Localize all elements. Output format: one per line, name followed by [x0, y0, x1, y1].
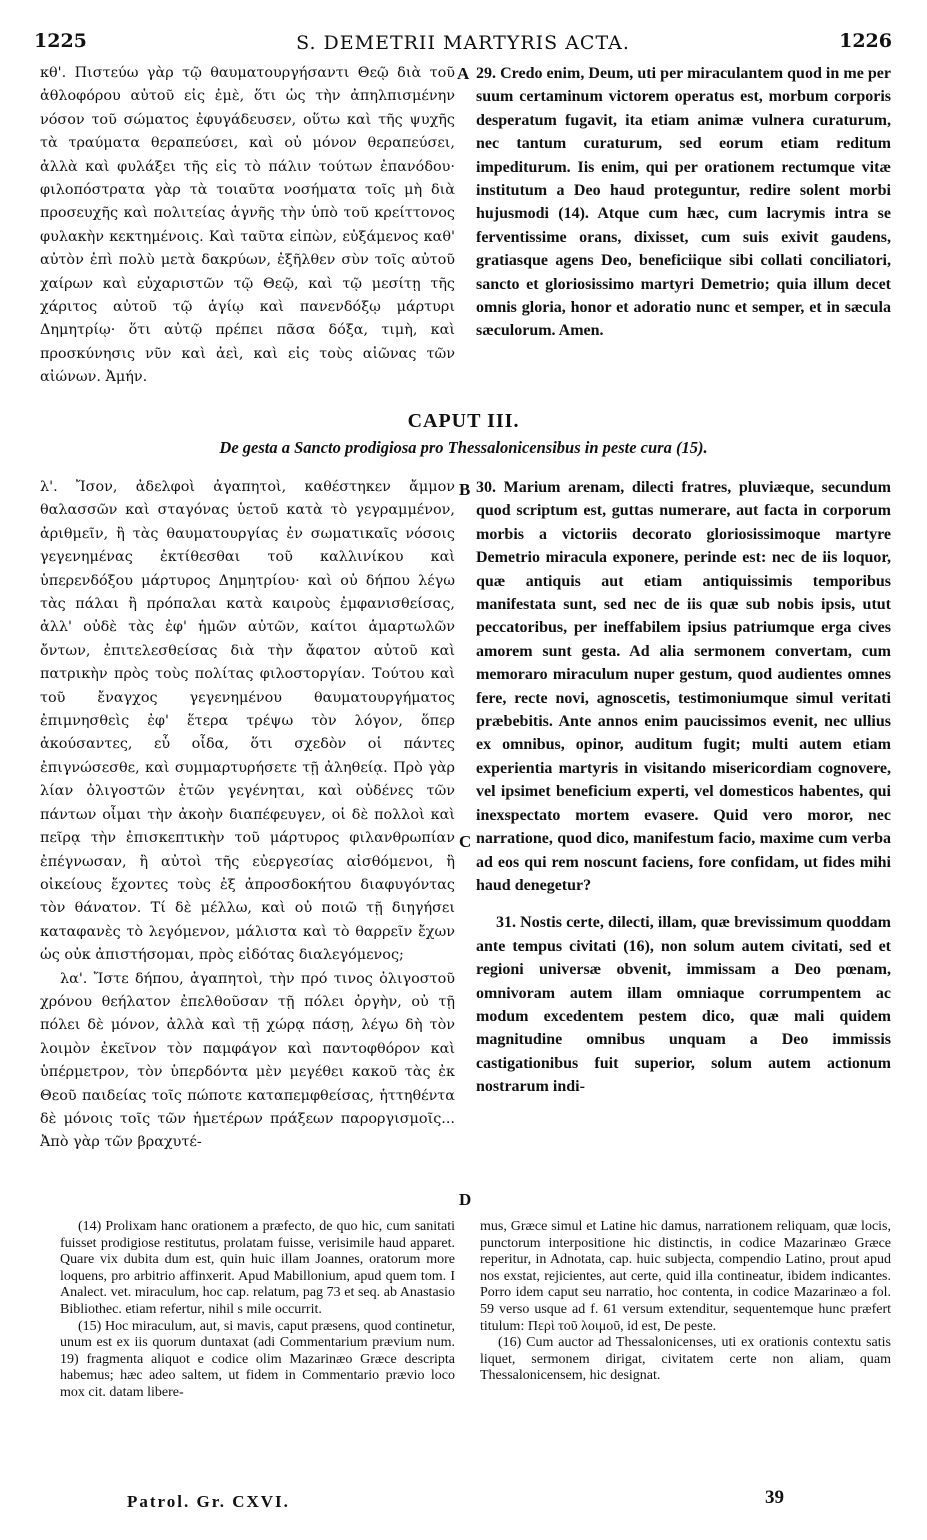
running-title: S. DEMETRII MARTYRIS ACTA.: [296, 32, 630, 54]
chapter-subtitle: De gesta a Sancto prodigiosa pro Thessalonicensibus in peste cura (15).: [219, 438, 708, 457]
footnote-15: (15) Hoc miraculum, aut, si mavis, caput præsens, quod continetur, unum est ex iis quorum duntaxat (adi Commentarium prævium num. 19) fragmenta aliquot e codice olim Mazarinæo Græce descripta habemus; hæc adeo saltem, ut fidem in Commentario prævio loco mox cit. datam libere-: [60, 1318, 455, 1400]
latin-paragraph-30: 30. Marium arenam, dilecti fratres, pluviæque, secundum quod scriptum est, guttas numerare, aut facta in corporum morbis a victoriis decorato gloriosissimoque martyre Demetrio miracula exponere, perinde est: nec de iis loquor, quæ antiquis aut etiam antiquissimis temporibus manifestata sunt, sed nec de iis quæ sub nobis ipsis, utut peccatoribus, per ineffabilem ipsius patriumque erga cives amorem sunt gesta. Ad alia sermonem convertam, cum memoraro miraculum nuper gestum, quod audientes omnes fere, recte novi, agnoscetis, testimoniumque simul veritati præbebitis. Ante annos enim paucissimos evenit, nec ullius ex omnibus, opinor, auditum fugit; multi autem etiam experientia martyris in visitando misericordiam cognovere, vel ipsimet beneficium experti, vel domesticos habentes, qui inexspectato mortem evasere. Quid vero moror, nec narratione, quod dico, manifestum facio, maxime cum verba ad eos qui rem noscunt faciens, fore confidam, ut fides mihi haud denegetur?: [476, 479, 891, 894]
page-header: [34, 30, 892, 60]
margin-marker-c: C: [459, 832, 472, 851]
greek-column-ch30-31: [40, 476, 455, 1155]
footnotes-right: [480, 1219, 891, 1385]
latin-paragraph-29: 29. Credo enim, Deum, uti per miraculantem quod in me per suum certaminum victorem operatus est, morbum corporis desperatum fugavit, ita etiam animæ vulnera curaturum, nec tantum curaturum, sed eorum etiam reditum impediturum. Iis enim, qui per orationem rectumque vitæ institutum a Deo haud proteguntur, redire solent morbi hujusmodi (14). Atque cum hæc, cum lacrymis intra se ferventissime orans, dixisset, cum suis exivit gaudens, gratiasque agens Deo, beneficiique sibi collati conciliatori, sancto et gloriosissimo martyri Demetrio; quia illum decet omnis gloria, honor et adoratio nunc et semper, et in sæcula sæculorum. Amen.: [476, 65, 891, 340]
footer-series-label: Patrol. Gr. CXVI.: [127, 1492, 290, 1511]
latin-column-ch29: [476, 62, 891, 343]
margin-marker-b: B: [459, 480, 471, 499]
greek-paragraph-29: κθ'. Πιστεύω γὰρ τῷ θαυματουργήσαντι Θεῷ διὰ τοῦ ἀθλοφόρου αὐτοῦ εἰς ἐμὲ, ὅτι ὡς τὴν ἀπηλπισμένην νόσον τοῦ σώματος ἐφυγάδευσεν, οὕτω καὶ τῆς ψυχῆς τὰ τραύματα θεραπεύσει, καὶ οὐ μόνον θεραπεύσει, ἀλλὰ καὶ φυλάξει τῆς εἰς τὸ πάλιν τούτων ἐπανόδου· φιλοπόστρατα γὰρ τὰ τοιαῦτα νοσήματα τοῖς μὴ διὰ προσευχῆς καὶ πολιτείας ἁγνῆς τὴν ὑπὸ τοῦ κρείττονος φυλακὴν κεκτημένοις. Καὶ ταῦτα εἰπὼν, εὐξάμενος καθ' αὐτὸν ἐπὶ πολὺ μετὰ δακρύων, ἐξῆλθεν σὺν τοῖς αὐτοῦ χαίρων καὶ εὐχαριστῶν τῷ Θεῷ, καὶ τῷ μεσίτῃ τῆς χάριτος αὐτοῦ τῷ ἁγίῳ καὶ πανενδόξῳ μάρτυρι Δημητρίῳ· ὅτι αὐτῷ πρέπει πᾶσα δόξα, τιμὴ, καὶ προσκύνησις νῦν καὶ ἀεὶ, καὶ εἰς τοὺς αἰῶνας τῶν αἰώνων. Ἀμήν.: [40, 65, 455, 386]
footnote-14: (14) Prolixam hanc orationem a præfecto, de quo hic, cum sanitati fuisset prodigiose restitutus, prolatam fuisse, verisimile haud apparet. Quare vix dubita dum est, quin huic illam Joannes, oratorum more loquens, pro arbitrio affinxerit. Apud Mabillonium, apud quem tom. I Analect. vet. miraculum, hoc cap. relatum, pag 73 et seq. ab Anastasio Bibliothec. etiam refertur, nihil s mile occurrit.: [60, 1219, 455, 1317]
footnote-15-continued: mus, Græce simul et Latine hic damus, narrationem reliquam, quæ locis, punctorum interpositione hic distinctis, in codice Mazarinæo Græce reperitur, in Adnotata, cap. huic subjecta, compendio Latino, prout apud nos exstat, rejicientes, aut certe, quid illa contineatur, ibidem indicantes. Porro idem caput seu narratio, hoc contenta, in codice Mazarinæo a fol. 59 verso usque ad f. 61 versum extenditur, sequentemque hunc præfert titulum: Περὶ τοῦ λοιμοῦ, id est, De peste.: [480, 1219, 891, 1334]
margin-marker-a: A: [457, 64, 470, 83]
chapter-heading: CAPUT III.: [407, 410, 520, 432]
margin-marker-d: D: [459, 1190, 472, 1209]
greek-paragraph-30: λ'. Ἴσον, ἀδελφοὶ ἀγαπητοὶ, καθέστηκεν ἄμμον θαλασσῶν καὶ σταγόνας ὑετοῦ κατὰ τὸ γεγραμμένον, ἀριθμεῖν, ἢ τὰς θαυματουργίας ἐν σωματικαῖς νόσοις γεγενημένας ἐκτίθεσθαι τοῦ καλλινίκου καὶ ὑπερενδόξου μάρτυρος Δημητρίου· καὶ οὐ δήπου λέγω τὰς πάλαι ἢ πρόπαλαι κατὰ καιροὺς ἐμφανισθείσας, ἀλλ' οὐδὲ τὰς ἐφ' ἡμῶν αὐτῶν, καίτοι ἁμαρτωλῶν ὄντων, ἐπιτελεσθείσας διὰ τὴν ἄφατον αὐτοῦ καὶ πατρικὴν πρὸς τοὺς πολίτας φιλοστοργίαν. Τούτου καὶ τοῦ ἔναγχος γεγενημένου θαυματουργήματος ἐπιμνησθεὶς ἐφ' ἕτερα τρέψω τὸν λόγον, ὅπερ ἀκούσαντες, εὖ οἶδα, ὅτι σχεδὸν οἱ πάντες ἐπιγνώσεσθε, καὶ συμμαρτυρήσετε τῇ ἀληθείᾳ. Πρὸ γὰρ λίαν ὀλιγοστῶν ἐτῶν γεγένηται, καὶ οὐδένες τῶν πάντων οἶμαι τὴν ἀκοὴν διαπέφευγεν, οἱ δὲ πολλοὶ καὶ πεῖρᾳ τὴν ἐπισκεπτικὴν τοῦ μάρτυρος φιλανθρωπίαν ἐπέγνωσαν, ἢ αὐτοὶ τῆς εὐεργεσίας αἰσθόμενοι, ἢ οἰκείους ἔχοντες τοὺς ἐξ ἀπροσδοκήτου διαφυγόντας τὸν θάνατον. Τί δὲ μέλλω, καὶ οὐ ποιῶ τῇ διηγήσει καταφανὲς τὸ λεγόμενον, μάλιστα καὶ τὸ θαρρεῖν ἔχων ὡς οὐκ ἀπιστήσομαι, πρὸς εἰδότας διαλεγόμενος;: [40, 479, 455, 964]
latin-paragraph-31: 31. Nostis certe, dilecti, illam, quæ brevissimum quoddam ante tempus civitati (16), non solum autem civitati, sed et regioni universæ obvenit, immissam a Deo pœnam, omnivoram autem illam omniaque corrumpentem ac modum excedentem pestem dico, quæ mali quidem magnitudine omnibus unquam a Deo immissis castigationibus fuit superior, solum autem actionum nostrarum indi-: [476, 914, 891, 1096]
greek-column-ch29: [40, 62, 455, 390]
footer-signature-number: 39: [765, 1487, 784, 1508]
right-column-number: 1226: [839, 30, 892, 52]
footnotes-left: [60, 1219, 455, 1402]
greek-paragraph-31: λα'. Ἴστε δήπου, ἀγαπητοὶ, τὴν πρό τινος ὀλιγοστοῦ χρόνου θεήλατον ἐπελθοῦσαν τῇ πόλει ὀργὴν, οὐ τῇ πόλει δὲ μόνον, ἀλλὰ καὶ τῇ χώρᾳ πάσῃ, λέγω δὴ τὸν λοιμὸν ἐκεῖνον τὸν παμφάγον καὶ παντοφθόρον καὶ ὑπέρμετρον, τὸν ὑπερδόντα μὲν μεγέθει κακοῦ τὰς ἐκ Θεοῦ παιδείας τοῖς πώποτε καταπεμφθείσας, ἡττηθέντα δὲ μόνοις τοῖς τῶν ἡμετέρων πράξεων παροργισμοῖς... Ἀπὸ γὰρ τῶν βραχυτέ-: [40, 970, 455, 1151]
left-column-number: 1225: [34, 30, 87, 52]
footnote-16: (16) Cum auctor ad Thessalonicenses, uti ex orationis contextu satis liquet, sermonem dirigat, civitatem certe non aliam, quam Thessalonicensem, hic designat.: [480, 1335, 891, 1384]
latin-column-ch30-31: [476, 476, 891, 1099]
